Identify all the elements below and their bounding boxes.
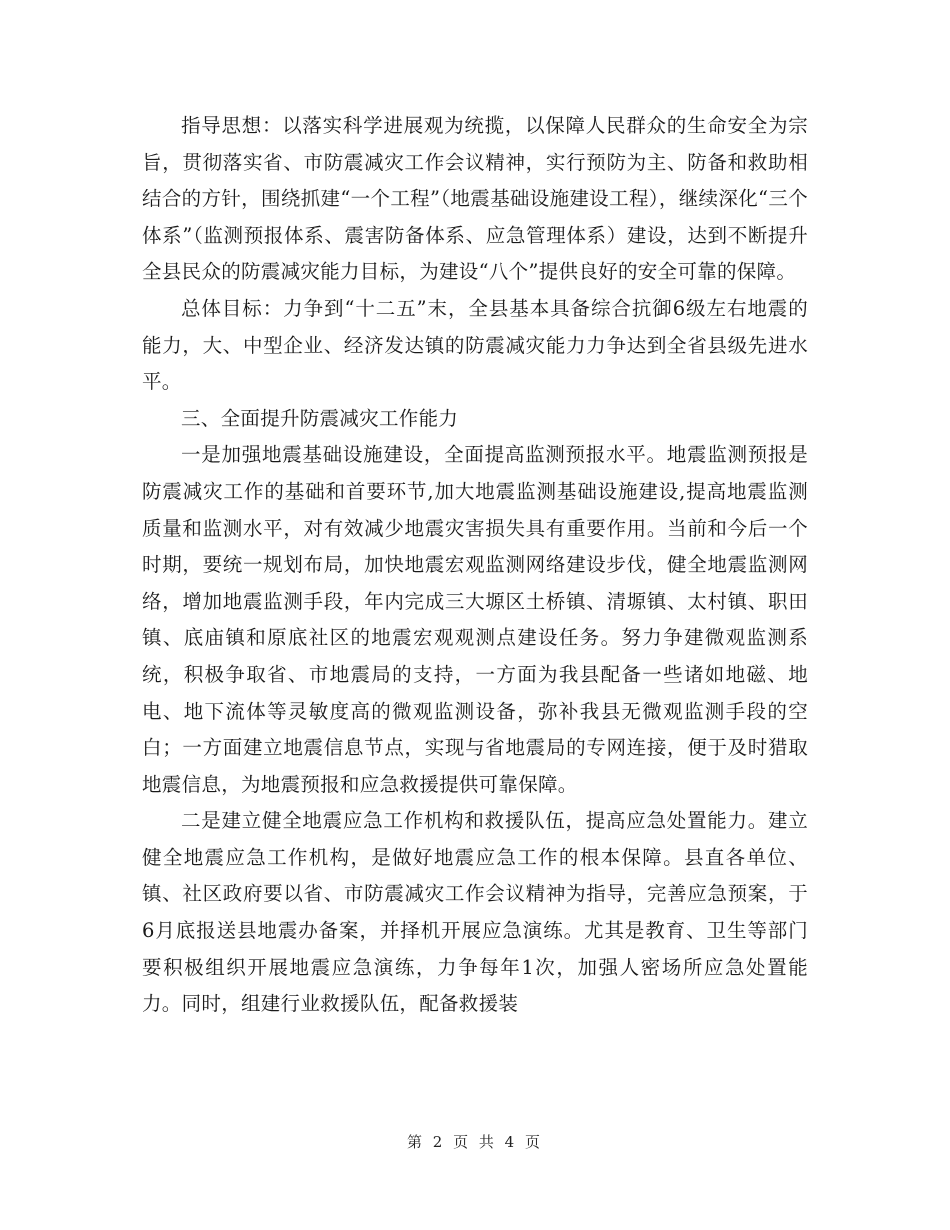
footer-middle: 页 共 xyxy=(453,1133,497,1151)
footer-suffix: 页 xyxy=(525,1133,544,1151)
paragraph-overall-goal: 总体目标：力争到“十二五”末，全县基本具备综合抗御6级左右地震的能力，大、中型企业、经济发达镇的防震减灾能力力争达到全省县级先进水平。 xyxy=(142,296,808,394)
section-heading-3: 三、全面提升防震减灾工作能力 xyxy=(181,406,459,430)
document-body xyxy=(142,108,808,1023)
footer-prefix: 第 xyxy=(406,1133,425,1151)
footer-total-pages: 4 xyxy=(504,1133,518,1151)
page-footer xyxy=(0,1131,950,1152)
paragraph-guiding-ideology: 指导思想：以落实科学进展观为统揽，以保障人民群众的生命安全为宗旨，贯彻落实省、市防震减灾工作会议精神，实行预防为主、防备和救助相结合的方针，围绕抓建“一个工程”（地震基础设施建设工程），继续深化“三个体系”（监测预报体系、震害防备体系、应急管理体系）建设，达到不断提升全县民众的防震减灾能力目标，为建设“八个”提供良好的安全可靠的保障。 xyxy=(142,114,808,284)
paragraph-emergency-response: 二是建立健全地震应急工作机构和救援队伍，提高应急处置能力。建立健全地震应急工作机构，是做好地震应急工作的根本保障。县直各单位、镇、社区政府要以省、市防震减灾工作会议精神为指导，完善应急预案，于6月底报送县地震办备案，并择机开展应急演练。尤其是教育、卫生等部门要积极组织开展地震应急演练，力争每年1次，加强人密场所应急处置能力。同时，组建行业救援队伍，配备救援装 xyxy=(142,809,808,1016)
paragraph-infrastructure: 一是加强地震基础设施建设，全面提高监测预报水平。地震监测预报是防震减灾工作的基础和首要环节,加大地震监测基础设施建设,提高地震监测质量和监测水平，对有效减少地震灾害损失具有重要作用。当前和今后一个时期，要统一规划布局，加快地震宏观监测网络建设步伐，健全地震监测网络，增加地震监测手段，年内完成三大塬区土桥镇、清塬镇、太村镇、职田镇、底庙镇和原底社区的地震宏观观测点建设任务。努力争建微观监测系统，积极争取省、市地震局的支持，一方面为我县配备一些诸如地磁、地电、地下流体等灵敏度高的微观监测设备，弥补我县无微观监测手段的空白；一方面建立地震信息节点，实现与省地震局的专网连接，便于及时猎取地震信息，为地震预报和应急救援提供可靠保障。 xyxy=(142,443,808,796)
footer-page-number: 2 xyxy=(432,1133,446,1151)
